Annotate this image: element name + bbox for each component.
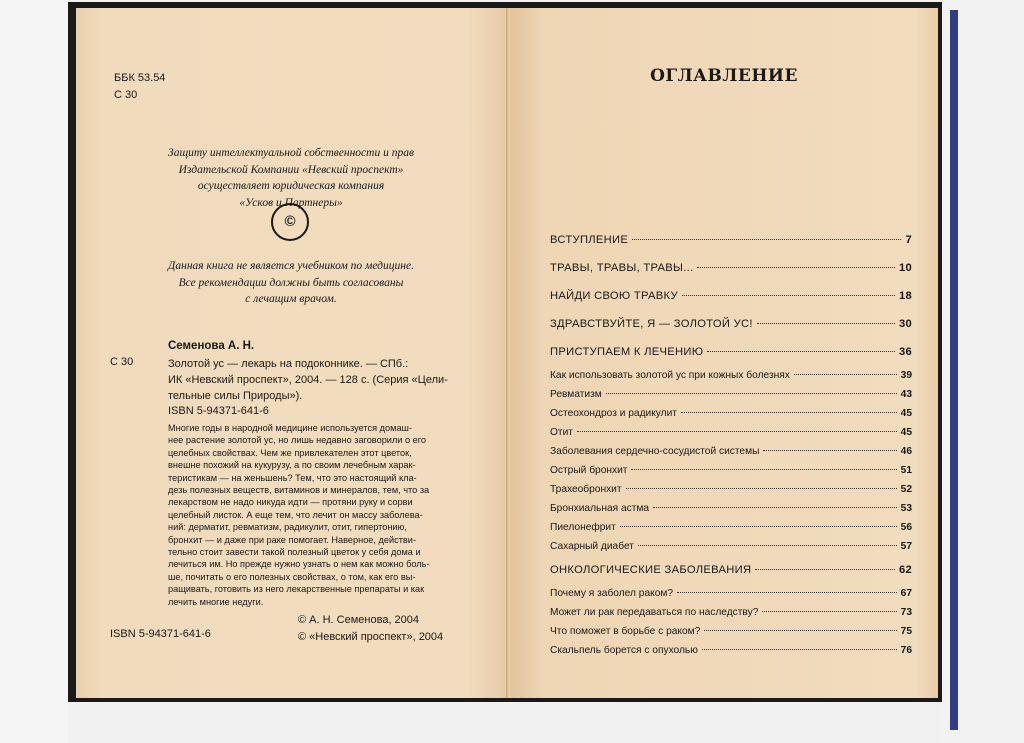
toc-page-number: 7 <box>905 234 912 246</box>
toc-page-number: 46 <box>900 446 912 457</box>
toc-leader-dots <box>707 351 895 352</box>
toc-leader-dots <box>704 630 896 631</box>
toc-label: Сахарный диабет <box>550 541 634 552</box>
rights-notice <box>96 145 486 211</box>
abstract-line: лечиться им. Но прежде нужно узнать о нем как можно боль- <box>168 559 430 570</box>
toc-leader-dots <box>577 431 897 432</box>
toc-entry-row <box>550 408 912 427</box>
toc-page-number: 43 <box>900 389 912 400</box>
toc-label: Пиелонефрит <box>550 522 616 533</box>
toc-entry-row <box>550 503 912 522</box>
toc-chapter-row <box>550 290 912 314</box>
catalog-code: С 30 <box>110 356 134 368</box>
toc-leader-dots <box>682 295 895 296</box>
toc-page-number: 62 <box>898 564 912 576</box>
toc-chapter-row <box>550 262 912 286</box>
abstract-line: ращивать, готовить из него лекарственные препараты и как <box>168 584 425 595</box>
toc-chapter-row <box>550 346 912 370</box>
scan-edge-right <box>942 0 1024 743</box>
disclaimer-line: с лечащим врачом. <box>245 293 337 305</box>
scan-edge-left <box>0 0 68 743</box>
toc-label: Заболевания сердечно-сосудистой системы <box>550 446 760 457</box>
copyright-logo-icon: © <box>271 203 309 241</box>
copyright-line: © «Невский проспект», 2004 <box>298 630 444 643</box>
toc-entry-row <box>550 645 912 664</box>
rights-line: Защиту интеллектуальной собственности и прав <box>168 147 414 159</box>
toc-label: ПРИСТУПАЕМ К ЛЕЧЕНИЮ <box>550 346 704 358</box>
toc-page-number: 18 <box>898 290 912 302</box>
toc-page-number: 56 <box>900 522 912 533</box>
abstract-line: лекарством не надо никуда идти — протяни руку и сорви <box>168 497 413 508</box>
bbk-classification <box>114 70 165 104</box>
toc-entry-row <box>550 465 912 484</box>
toc-label: Как использовать золотой ус при кожных болезнях <box>550 370 790 381</box>
copyright-line: © А. Н. Семенова, 2004 <box>298 614 420 626</box>
toc-chapter-row <box>550 564 912 588</box>
abstract-line: ний: дерматит, ревматизм, радикулит, отит, гипертонию, <box>168 522 407 533</box>
toc-entry-row <box>550 541 912 560</box>
toc-leader-dots <box>762 611 896 612</box>
isbn: ISBN 5-94371-641-6 <box>168 405 269 417</box>
scan-edge-bottom <box>68 700 942 743</box>
toc-chapter-row <box>550 234 912 258</box>
toc-label: Бронхиальная астма <box>550 503 650 514</box>
abstract-line: тельно стоит завести такой полезный цветок у себя дома и <box>168 547 421 558</box>
toc-chapter-row <box>550 318 912 342</box>
toc-label: ВСТУПЛЕНИЕ <box>550 234 629 246</box>
bbk-code: ББК 53.54 <box>114 72 166 84</box>
toc-page-number: 67 <box>900 588 912 599</box>
toc-page-number: 52 <box>900 484 912 495</box>
toc-page-number: 57 <box>900 541 912 552</box>
bib-line: тельные силы Природы»). <box>168 390 303 402</box>
toc-leader-dots <box>632 239 901 240</box>
toc-entry-row <box>550 626 912 645</box>
toc-leader-dots <box>638 545 897 546</box>
abstract-line: нее растение золотой ус, но лишь недавно заговорили о его <box>168 435 427 446</box>
toc-label: Ревматизм <box>550 389 602 400</box>
toc-leader-dots <box>626 488 897 489</box>
toc-entry-row <box>550 588 912 607</box>
toc-page-number: 45 <box>900 427 912 438</box>
toc-entry-row <box>550 484 912 503</box>
toc-page-number: 53 <box>900 503 912 514</box>
toc-entry-row <box>550 370 912 389</box>
toc-label: Что поможет в борьбе с раком? <box>550 626 701 637</box>
toc-leader-dots <box>794 374 897 375</box>
toc-leader-dots <box>697 267 894 268</box>
toc-page-number: 76 <box>900 645 912 656</box>
disclaimer-line: Данная книга не является учебником по медицине. <box>168 260 414 272</box>
rights-line: «Усков и Партнеры» <box>239 196 343 209</box>
bib-line: ИК «Невский проспект», 2004. — 128 с. (Серия «Цели- <box>168 374 448 386</box>
toc-label: Остеохондроз и радикулит <box>550 408 677 419</box>
toc-label: НАЙДИ СВОЮ ТРАВКУ <box>550 290 678 302</box>
toc-entry-row <box>550 522 912 541</box>
toc-leader-dots <box>681 412 897 413</box>
bibliographic-record <box>168 356 448 404</box>
toc-label: Острый бронхит <box>550 465 628 476</box>
abstract-line: целебный листок. А еще тем, что лечит он массу заболева- <box>168 509 423 520</box>
toc-entry-row <box>550 446 912 465</box>
toc-label: ТРАВЫ, ТРАВЫ, ТРАВЫ... <box>550 262 694 274</box>
toc-leader-dots <box>677 592 897 593</box>
toc-label: Почему я заболел раком? <box>550 588 674 599</box>
toc-page-number: 51 <box>900 465 912 476</box>
toc-leader-dots <box>620 526 897 527</box>
toc-label: Может ли рак передаваться по наследству? <box>550 607 759 618</box>
toc-page-number: 73 <box>900 607 912 618</box>
toc-entry-row <box>550 607 912 626</box>
abstract-line: Многие годы в народной медицине используется домаш- <box>168 423 412 433</box>
toc-label: Скальпель борется с опухолью <box>550 645 698 656</box>
cover-edge-stripe <box>950 10 958 730</box>
toc-label: Трахеобронхит <box>550 484 622 495</box>
abstract-line: внешне похожий на кукурузу, а по своим лечебным харак- <box>168 460 416 471</box>
abstract-line: дезь полезных веществ, витаминов и минералов, тем, что за <box>168 485 430 496</box>
toc-page-number: 10 <box>898 262 912 274</box>
abstract-line: бронхит — и даже при раке помогает. Наверное, действи- <box>168 534 417 545</box>
medical-disclaimer <box>96 258 486 308</box>
table-of-contents <box>550 234 912 664</box>
toc-label: ЗДРАВСТВУЙТЕ, Я — ЗОЛОТОЙ УС! <box>550 318 753 330</box>
rights-line: Издательской Компании «Невский проспект» <box>178 163 404 176</box>
toc-leader-dots <box>757 323 895 324</box>
toc-entry-row <box>550 427 912 446</box>
abstract-line: лечить многие недуги. <box>168 596 264 607</box>
abstract-line: теристикам — на женьшень? Тем, что это настоящий кла- <box>168 472 417 483</box>
author-name: Семенова А. Н. <box>168 340 255 352</box>
toc-leader-dots <box>653 507 897 508</box>
book-abstract <box>168 422 430 608</box>
toc-page-number: 75 <box>900 626 912 637</box>
toc-label: ОНКОЛОГИЧЕСКИЕ ЗАБОЛЕВАНИЯ <box>550 564 752 576</box>
abstract-line: ше, почитать о его полезных свойствах, о том, как его вы- <box>168 571 416 582</box>
toc-page-number: 39 <box>900 370 912 381</box>
disclaimer-line: Все рекомендации должны быть согласованы <box>178 276 404 289</box>
copyright-notice <box>298 612 443 645</box>
abstract-line: целебных свойствах. Чем же привлекателен этот цветок, <box>168 447 412 458</box>
right-page <box>510 8 938 698</box>
rights-line: осуществляет юридическая компания <box>197 180 385 192</box>
toc-title: ОГЛАВЛЕНИЕ <box>650 66 798 86</box>
bib-line: Золотой ус — лекарь на подоконнике. — СПб.: <box>168 358 409 370</box>
toc-entry-row <box>550 389 912 408</box>
author-mark: С 30 <box>114 89 138 101</box>
toc-leader-dots <box>606 393 897 394</box>
toc-page-number: 30 <box>898 318 912 330</box>
left-page <box>76 8 510 698</box>
toc-leader-dots <box>763 450 896 451</box>
isbn-bottom: ISBN 5-94371-641-6 <box>110 628 211 640</box>
toc-leader-dots <box>755 569 895 570</box>
toc-page-number: 45 <box>900 408 912 419</box>
toc-page-number: 36 <box>898 346 912 358</box>
toc-leader-dots <box>631 469 896 470</box>
toc-label: Отит <box>550 427 573 438</box>
toc-leader-dots <box>702 649 897 650</box>
book-spread <box>68 2 942 702</box>
